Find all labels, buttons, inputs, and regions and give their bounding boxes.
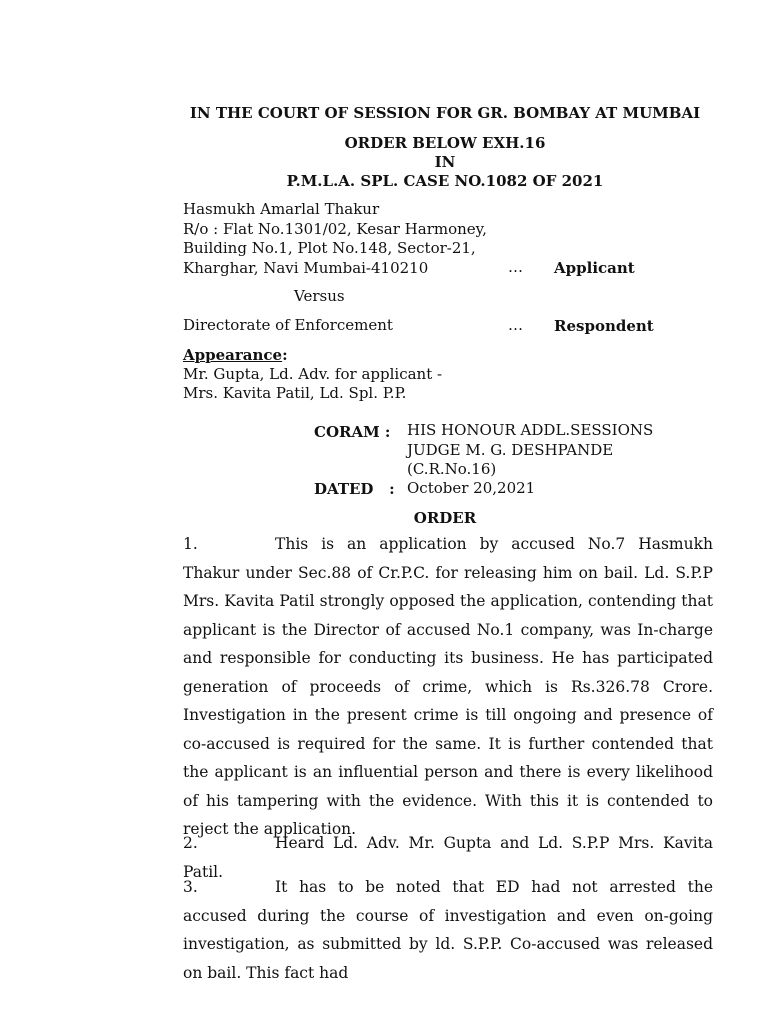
applicant-address-line: R/o : Flat No.1301/02, Kesar Harmoney, (183, 219, 487, 238)
applicant-address-line: Kharghar, Navi Mumbai-410210 (183, 258, 429, 277)
dated-label: DATED : (314, 480, 395, 498)
paragraph-text: It has to be noted that ED had not arrested the accused during the course of investigation and even on-going investigation, as submitted by ld. S.P.P. Co-accused was released on bail. This fact had (183, 878, 713, 982)
respondent-name: Directorate of Enforcement (183, 316, 393, 334)
paragraph-text: This is an application by accused No.7 Hasmukh Thakur under Sec.88 of Cr.P.C. for releasing him on bail. Ld. S.P.P Mrs. Kavita Patil strongly opposed the application, contending that applicant is the Director of accused No.1 company, was In-charge and responsible for conducting its business. He has participated generation of proceeds of crime, which is Rs.326.78 Crore. Investigation in the present crime is till ongoing and presence of co-accused is required for the same. It is further contended that the applicant is an influential person and there is every likelihood of his tampering with the evidence. With this it is contended to reject the application. (183, 535, 713, 838)
appearance-heading: Appearance: (183, 346, 288, 364)
applicant-name: Hasmukh Amarlal Thakur (183, 200, 380, 218)
coram-line: JUDGE M. G. DESHPANDE (407, 440, 614, 459)
applicant-details (183, 200, 487, 278)
court-title: IN THE COURT OF SESSION FOR GR. BOMBAY AT MUMBAI (189, 104, 701, 122)
appearance-block (183, 346, 442, 403)
appearance-line: Mr. Gupta, Ld. Adv. for applicant - (183, 365, 443, 383)
coram-line: HIS HONOUR ADDL.SESSIONS (407, 421, 654, 439)
paragraph (183, 873, 713, 987)
paragraph-number: 1. (183, 535, 198, 553)
versus-label: Versus (294, 287, 345, 305)
coram-label: CORAM : (314, 423, 391, 441)
paragraph-number: 2. (183, 834, 198, 852)
dated-value: October 20,2021 (407, 479, 536, 497)
coram-details (407, 421, 653, 480)
applicant-dots: … (508, 258, 523, 276)
order-heading: ORDER (413, 509, 477, 527)
paragraph-text: Heard Ld. Adv. Mr. Gupta and Ld. S.P.P Mrs. Kavita Patil. (183, 834, 713, 881)
applicant-address-line: Building No.1, Plot No.148, Sector-21, (183, 239, 476, 257)
applicant-role: Applicant (554, 259, 635, 277)
paragraph-number: 3. (183, 878, 198, 896)
order-below-exh: ORDER BELOW EXH.16 (344, 134, 546, 152)
case-number: P.M.L.A. SPL. CASE NO.1082 OF 2021 (286, 172, 604, 190)
respondent-dots: … (508, 316, 523, 334)
paragraph (183, 530, 713, 844)
in-label: IN (434, 153, 456, 171)
respondent-role: Respondent (554, 317, 654, 335)
coram-line: (C.R.No.16) (407, 460, 497, 478)
appearance-line: Mrs. Kavita Patil, Ld. Spl. P.P. (183, 384, 407, 402)
